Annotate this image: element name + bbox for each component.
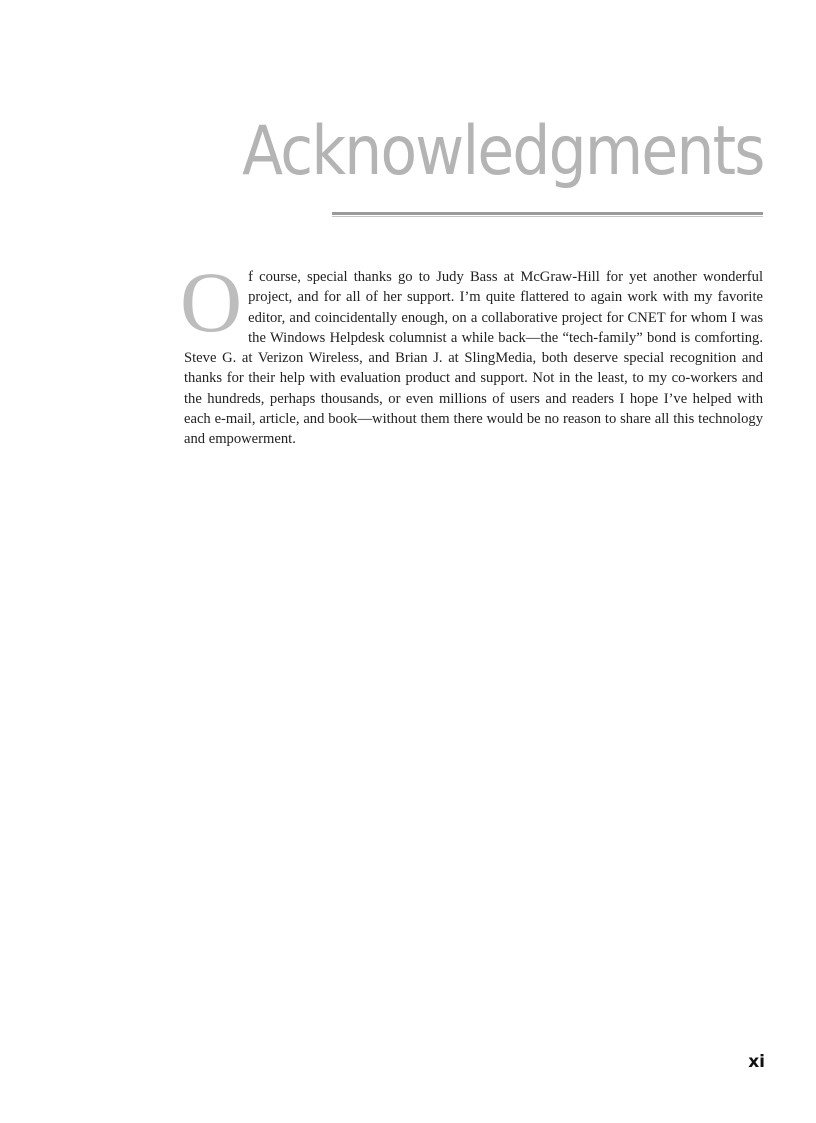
page-number: xi: [748, 1052, 765, 1072]
chapter-title: Acknowledgments: [242, 112, 764, 191]
drop-cap-letter: O: [180, 254, 243, 350]
title-underline-rule: [332, 212, 763, 217]
paragraph-text: f course, special thanks go to Judy Bass at McGraw-Hill for yet another wonderful project, and for all of her support. I’m quite flattered to again work with my favorite editor, and coincidentally enough, on a collaborative project for CNET for whom I was the Windows Helpdesk columnist a while back—the “tech-family” bond is comforting. Steve G. at Verizon Wireless, and Brian J. at SlingMedia, both deserve special recognition and thanks for their help with evaluation product and support. Not in the least, to my co-workers and the hundreds, perhaps thousands, or even millions of users and readers I hope I’ve helped with each e-mail, article, and book—without them there would be no reason to share all this technology and empowerment.: [184, 269, 763, 448]
acknowledgments-paragraph: [180, 254, 763, 450]
